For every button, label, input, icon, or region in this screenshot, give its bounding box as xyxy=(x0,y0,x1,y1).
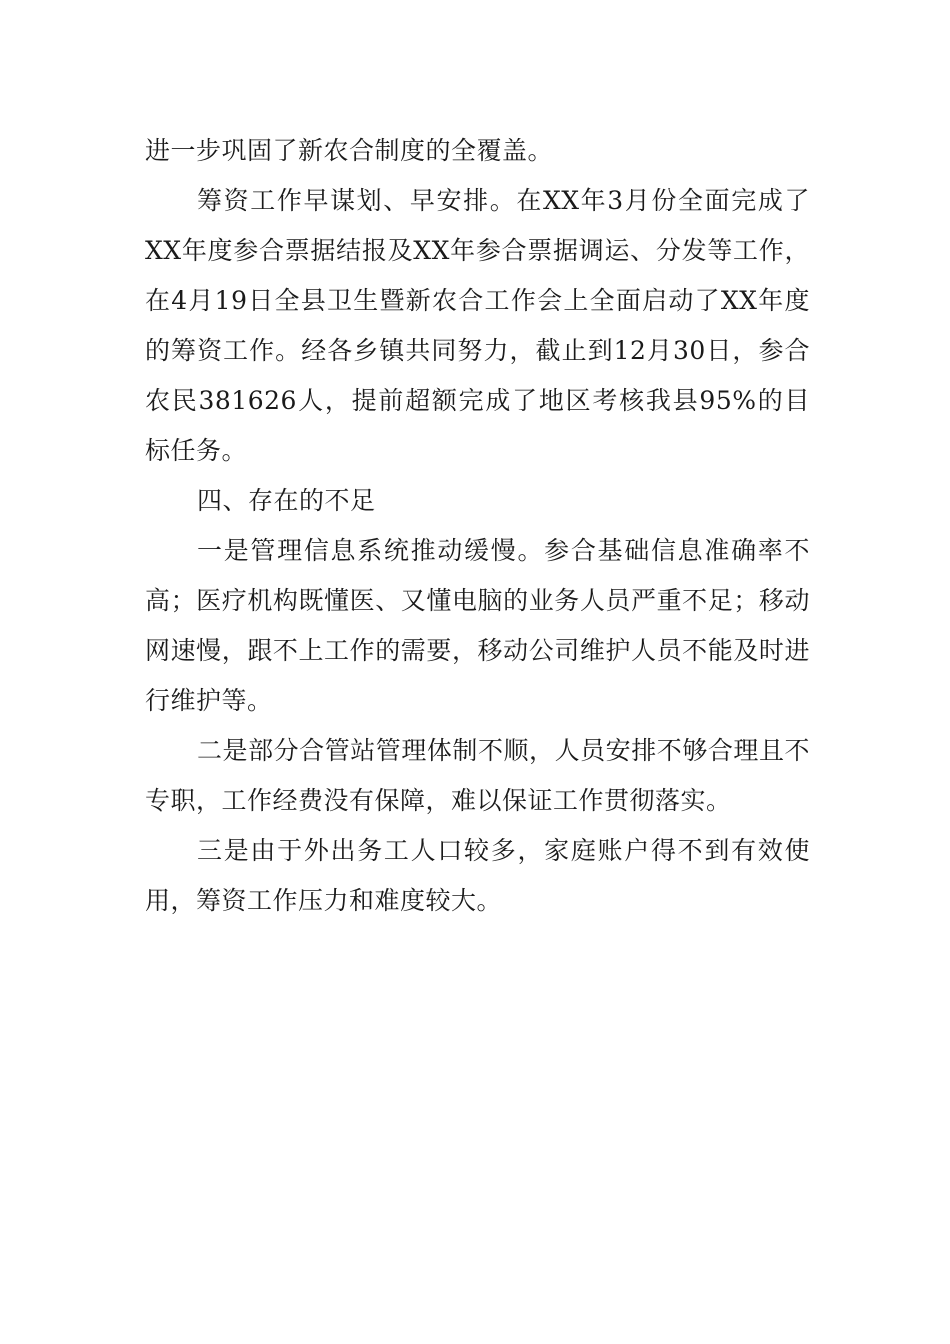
section-heading-shortcomings: 四、存在的不足 xyxy=(197,486,376,515)
paragraph-shortcoming-three: 三是由于外出务工人口较多，家庭账户得不到有效使用，筹资工作压力和难度较大。 xyxy=(145,836,810,915)
paragraph-shortcoming-two: 二是部分合管站管理体制不顺，人员安排不够合理且不专职，工作经费没有保障，难以保证工作贯彻落实。 xyxy=(145,736,810,815)
paragraph-continuation: 进一步巩固了新农合制度的全覆盖。 xyxy=(145,136,554,165)
paragraph-fundraising: 筹资工作早谋划、早安排。在XX年3月份全面完成了XX年度参合票据结报及XX年参合票据调运、分发等工作，在4月19日全县卫生暨新农合工作会上全面启动了XX年度的筹资工作。经各乡镇共同努力，截止到12月30日，参合农民381626人，提前超额完成了地区考核我县95%的目标任务。 xyxy=(145,186,810,465)
paragraph-shortcoming-one: 一是管理信息系统推动缓慢。参合基础信息准确率不高；医疗机构既懂医、又懂电脑的业务人员严重不足；移动网速慢，跟不上工作的需要，移动公司维护人员不能及时进行维护等。 xyxy=(145,536,810,715)
document-body xyxy=(145,126,810,926)
